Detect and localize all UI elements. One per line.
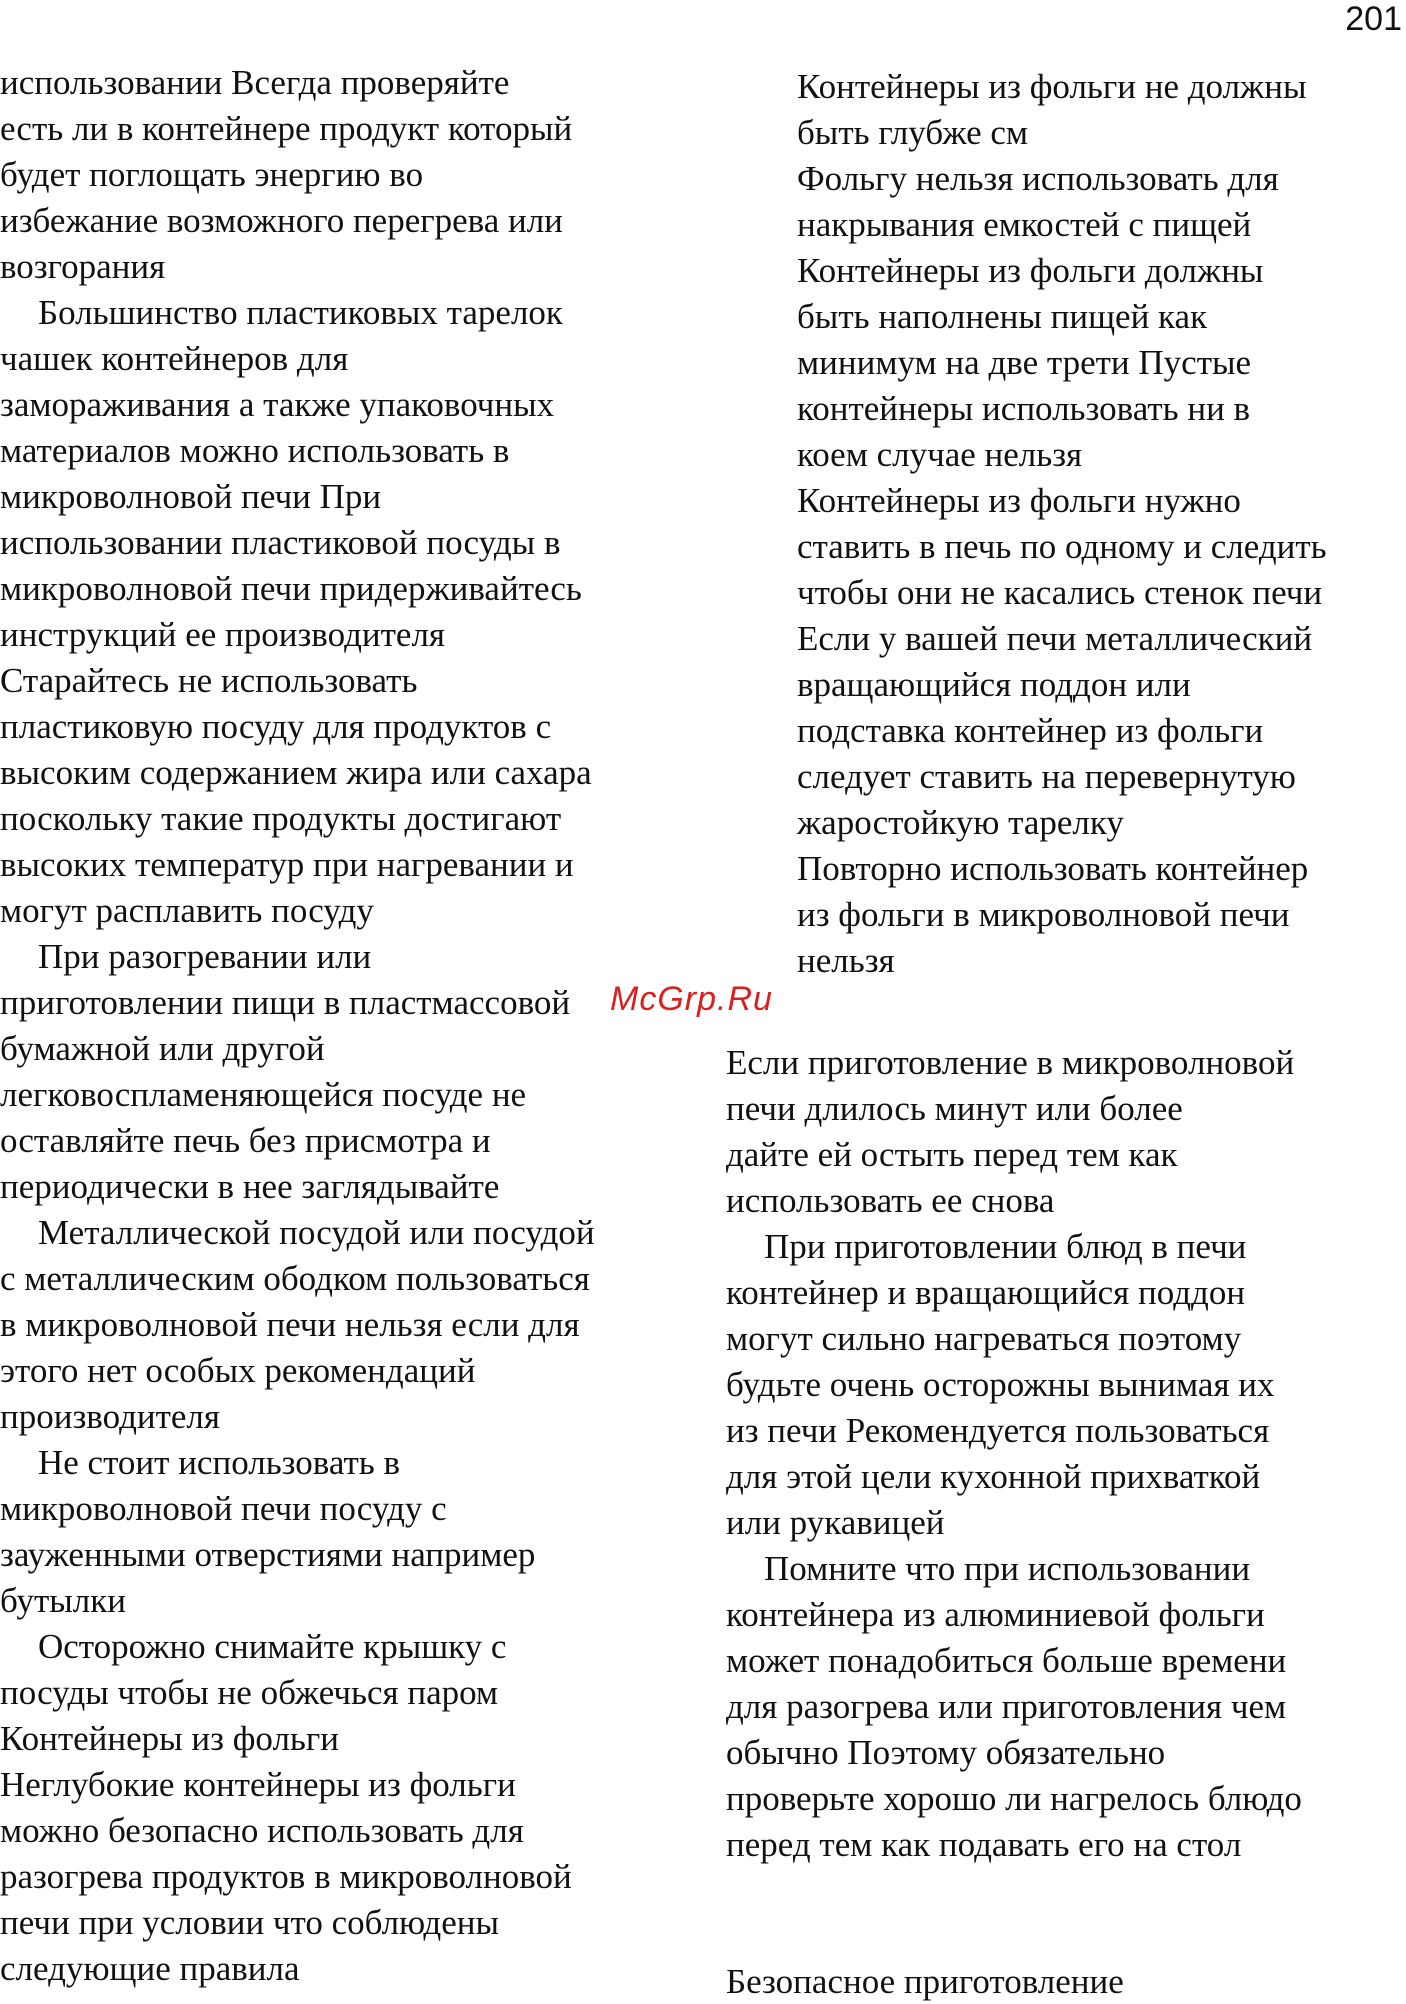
text-line: избежание возможного перегрева или [0,201,563,240]
text-line: поскольку такие продукты достигают [0,799,562,838]
text-line: Контейнеры из фольги должны [797,251,1264,290]
text-line: зауженными отверстиями например [0,1535,536,1574]
text-line: Контейнеры из фольги не должны [797,67,1307,106]
text-line: Неглубокие контейнеры из фольги [0,1765,516,1804]
text-line: Не стоит использовать в [38,1443,401,1482]
text-line: чашек контейнеров для [0,339,349,378]
text-line: следующие правила [0,1949,300,1988]
text-line: накрывания емкостей с пищей [797,205,1252,244]
text-line: можно безопасно использовать для [0,1811,524,1850]
text-line: Если приготовление в микроволновой [726,1043,1295,1082]
text-line: для разогрева или приготовления чем [726,1687,1287,1726]
text-line: производителя [0,1397,220,1436]
text-line: Если у вашей печи металлический [797,619,1313,658]
text-line: печи при условии что соблюдены [0,1903,500,1942]
text-line: быть наполнены пищей как [797,297,1208,336]
text-line: высоких температур при нагревании и [0,845,574,884]
text-line: бумажной или другой [0,1029,325,1068]
text-line: периодически в нее заглядывайте [0,1167,500,1206]
text-line: из печи Рекомендуется пользоваться [726,1411,1270,1450]
text-line: вращающийся поддон или [797,665,1191,704]
text-line: может понадобиться больше времени [726,1641,1287,1680]
text-line: микроволновой печи При [0,477,382,516]
text-line: чтобы они не касались стенок печи [797,573,1323,612]
text-line: микроволновой печи посуду с [0,1489,447,1528]
text-line: минимум на две трети Пустые [797,343,1252,382]
text-line: оставляйте печь без присмотра и [0,1121,491,1160]
text-line: жаростойкую тарелку [797,803,1124,842]
text-line: в микроволновой печи нельзя если для [0,1305,580,1344]
text-line: подставка контейнер из фольги [797,711,1264,750]
text-line: легковоспламеняющейся посуде не [0,1075,527,1114]
text-line: ставить в печь по одному и следить [797,527,1327,566]
text-line: микроволновой печи придерживайтесь [0,569,582,608]
text-line: перед тем как подавать его на стол [726,1825,1242,1864]
text-line: с металлическим ободком пользоваться [0,1259,590,1298]
text-line: могут сильно нагреваться поэтому [726,1319,1242,1358]
text-line: Повторно использовать контейнер [797,849,1309,888]
right-column-bottom [726,1040,1402,1868]
left-column [0,60,690,1992]
page-number: 201 [1345,0,1402,38]
text-line: инструкций ее производителя [0,615,446,654]
text-line: дайте ей остыть перед тем как [726,1135,1178,1174]
text-line: или рукавицей [726,1503,945,1542]
text-line: проверьте хорошо ли нагрелось блюдо [726,1779,1302,1818]
text-line: использовании Всегда проверяйте [0,63,510,102]
text-line: могут расплавить посуду [0,891,374,930]
text-line: Контейнеры из фольги нужно [797,481,1241,520]
text-line: быть глубже см [797,113,1029,152]
text-line: контейнер и вращающийся поддон [726,1273,1246,1312]
text-line: бутылки [0,1581,126,1620]
text-line: для этой цели кухонной прихваткой [726,1457,1261,1496]
text-line: контейнера из алюминиевой фольги [726,1595,1265,1634]
text-line: есть ли в контейнере продукт который [0,109,573,148]
text-line: контейнеры использовать ни в [797,389,1251,428]
text-line: При приготовлении блюд в печи [764,1227,1247,1266]
text-line: разогрева продуктов в микроволновой [0,1857,572,1896]
text-line: Помните что при использовании [764,1549,1251,1588]
text-line: приготовлении пищи в пластмассовой [0,983,571,1022]
text-line: высоким содержанием жира или сахара [0,753,592,792]
right-column-top [797,64,1402,984]
text-line: возгорания [0,247,166,286]
text-line: Осторожно снимайте крышку с [38,1627,507,1666]
section-heading: Безопасное приготовление [726,1962,1124,2001]
text-line: Старайтесь не использовать [0,661,418,700]
text-line: пластиковую посуду для продуктов с [0,707,552,746]
text-line: замораживания а также упаковочных [0,385,555,424]
watermark: McGrp.Ru [610,980,773,1018]
text-line: будет поглощать энергию во [0,155,424,194]
text-line: следует ставить на перевернутую [797,757,1296,796]
text-line: Большинство пластиковых тарелок [38,293,563,332]
text-line: Контейнеры из фольги [0,1719,339,1758]
text-line: будьте очень осторожны вынимая их [726,1365,1275,1404]
text-line: Фольгу нельзя использовать для [797,159,1279,198]
text-line: печи длилось минут или более [726,1089,1183,1128]
text-line: из фольги в микроволновой печи [797,895,1290,934]
text-line: обычно Поэтому обязательно [726,1733,1166,1772]
text-line: нельзя [797,941,895,980]
text-line: использовании пластиковой посуды в [0,523,561,562]
text-line: материалов можно использовать в [0,431,510,470]
text-line: коем случае нельзя [797,435,1083,474]
text-line: При разогревании или [38,937,372,976]
text-line: использовать ее снова [726,1181,1055,1220]
text-line: посуды чтобы не обжечься паром [0,1673,499,1712]
text-line: этого нет особых рекомендаций [0,1351,476,1390]
text-line: Металлической посудой или посудой [38,1213,595,1252]
